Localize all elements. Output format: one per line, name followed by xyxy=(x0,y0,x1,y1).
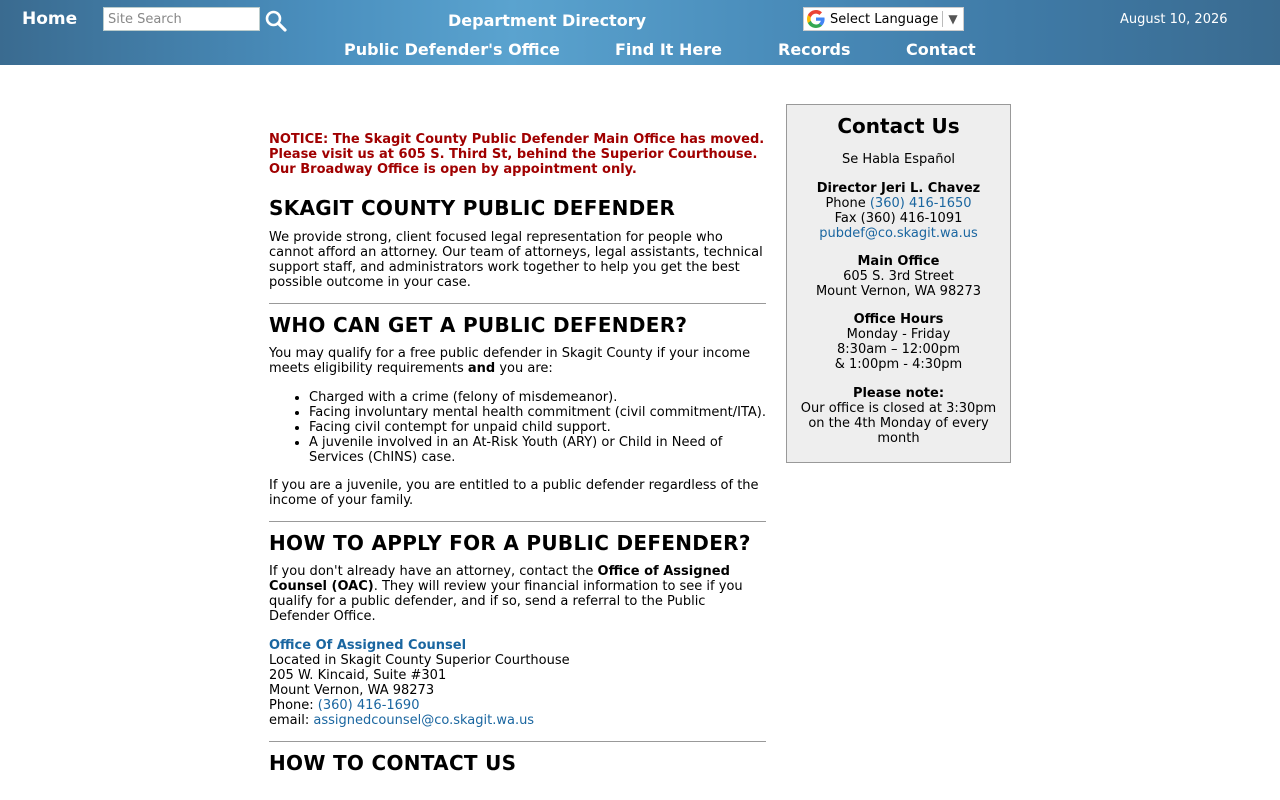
spanish-note: Se Habla Español xyxy=(841,152,956,167)
hours-morning: 8:30am – 12:00pm xyxy=(837,342,960,357)
page-title: SKAGIT COUNTY PUBLIC DEFENDER xyxy=(269,196,676,220)
main-office-label: Main Office xyxy=(857,254,940,269)
search-icon[interactable] xyxy=(264,9,288,33)
nav-contact[interactable]: Contact xyxy=(906,40,976,59)
home-link[interactable]: Home xyxy=(22,9,78,29)
nav-public-defenders-office[interactable]: Public Defender's Office xyxy=(344,40,560,59)
oac-phone-link[interactable]: (360) 416-1690 xyxy=(317,698,420,713)
site-search-input[interactable] xyxy=(103,7,260,31)
oac-address-line1: 205 W. Kincaid, Suite #301 xyxy=(269,668,447,683)
language-select-label: Select Language xyxy=(830,11,939,27)
oac-email-link[interactable]: assignedcounsel@co.skagit.wa.us xyxy=(313,713,535,728)
oac-link[interactable]: Office Of Assigned Counsel xyxy=(269,638,467,653)
oac-email-label: email: xyxy=(269,713,314,728)
director-block xyxy=(787,181,1010,241)
hours-afternoon: & 1:00pm - 4:30pm xyxy=(834,357,963,372)
nav-find-it-here[interactable]: Find It Here xyxy=(615,40,722,59)
divider xyxy=(942,11,943,27)
current-date: August 10, 2026 xyxy=(1120,12,1228,27)
hours-days: Monday - Friday xyxy=(846,327,951,342)
oac-address-line2: Mount Vernon, WA 98273 xyxy=(269,683,435,698)
oac-contact-block xyxy=(269,638,766,728)
language-select[interactable] xyxy=(803,7,964,31)
notice-banner: NOTICE: The Skagit County Public Defender Main Office has moved. Please visit us at 605 S. Third St, behind the Superior Courthouse. Our Broadway Office is open by appointment only. xyxy=(269,132,765,177)
main-nav xyxy=(0,40,1280,62)
apply-heading: HOW TO APPLY FOR A PUBLIC DEFENDER? xyxy=(269,531,751,555)
juvenile-text: If you are a juvenile, you are entitled to a public defender regardless of the income of your family. xyxy=(269,478,759,508)
office-hours-label: Office Hours xyxy=(853,312,944,327)
department-directory-link[interactable]: Department Directory xyxy=(448,11,647,30)
closure-note-block xyxy=(787,386,1010,446)
apply-text: If you don't already have an attorney, contact the Office of Assigned Counsel (OAC). They will review your financial information to see if you qualify for a public defender, and if so, send a referral to the Public Defender Office. xyxy=(269,564,743,624)
main-office-address2: Mount Vernon, WA 98273 xyxy=(815,284,982,299)
pubdef-email-link[interactable]: pubdef@co.skagit.wa.us xyxy=(819,226,978,241)
office-hours-block xyxy=(787,312,1010,372)
oac-location: Located in Skagit County Superior Courthouse xyxy=(269,653,570,668)
main-office-block xyxy=(787,254,1010,299)
eligibility-list xyxy=(269,390,766,465)
list-item: • Charged with a crime (felony of misdemeanor). xyxy=(309,390,766,405)
closure-note: Our office is closed at 3:30pm on the 4th Monday of every month xyxy=(800,401,997,446)
main-content xyxy=(269,130,766,775)
fax-number: Fax (360) 416-1091 xyxy=(834,211,963,226)
director-phone-label: Phone xyxy=(825,196,870,211)
contact-us-panel xyxy=(786,104,1011,463)
intro-text: We provide strong, client focused legal representation for people who cannot afford an attorney. Our team of attorneys, legal assistants, technical support staff, and administrators work together to help you get the best possible outcome in your case. xyxy=(269,230,763,290)
contact-us-title: Contact Us xyxy=(837,114,960,138)
director-name: Director Jeri L. Chavez xyxy=(816,181,981,196)
nav-records[interactable]: Records xyxy=(778,40,851,59)
director-phone-link[interactable]: (360) 416-1650 xyxy=(869,196,972,211)
dropdown-arrow-icon: ▼ xyxy=(948,12,958,26)
divider xyxy=(269,521,766,522)
list-item: • A juvenile involved in an At-Risk Youth (ARY) or Child in Need of Services (ChINS) case. xyxy=(309,435,766,465)
google-logo-icon xyxy=(807,10,825,28)
main-office-address1: 605 S. 3rd Street xyxy=(843,269,954,284)
please-note-label: Please note: xyxy=(852,386,945,401)
site-header xyxy=(0,0,1280,65)
divider xyxy=(269,741,766,742)
divider xyxy=(269,303,766,304)
contact-heading: HOW TO CONTACT US xyxy=(269,751,517,775)
oac-phone-label: Phone: xyxy=(269,698,318,713)
who-text: You may qualify for a free public defender in Skagit County if your income meets eligibility requirements and you are: xyxy=(269,346,751,376)
who-heading: WHO CAN GET A PUBLIC DEFENDER? xyxy=(269,313,688,337)
list-item: • Facing civil contempt for unpaid child support. xyxy=(309,420,766,435)
list-item: • Facing involuntary mental health commitment (civil commitment/ITA). xyxy=(309,405,766,420)
